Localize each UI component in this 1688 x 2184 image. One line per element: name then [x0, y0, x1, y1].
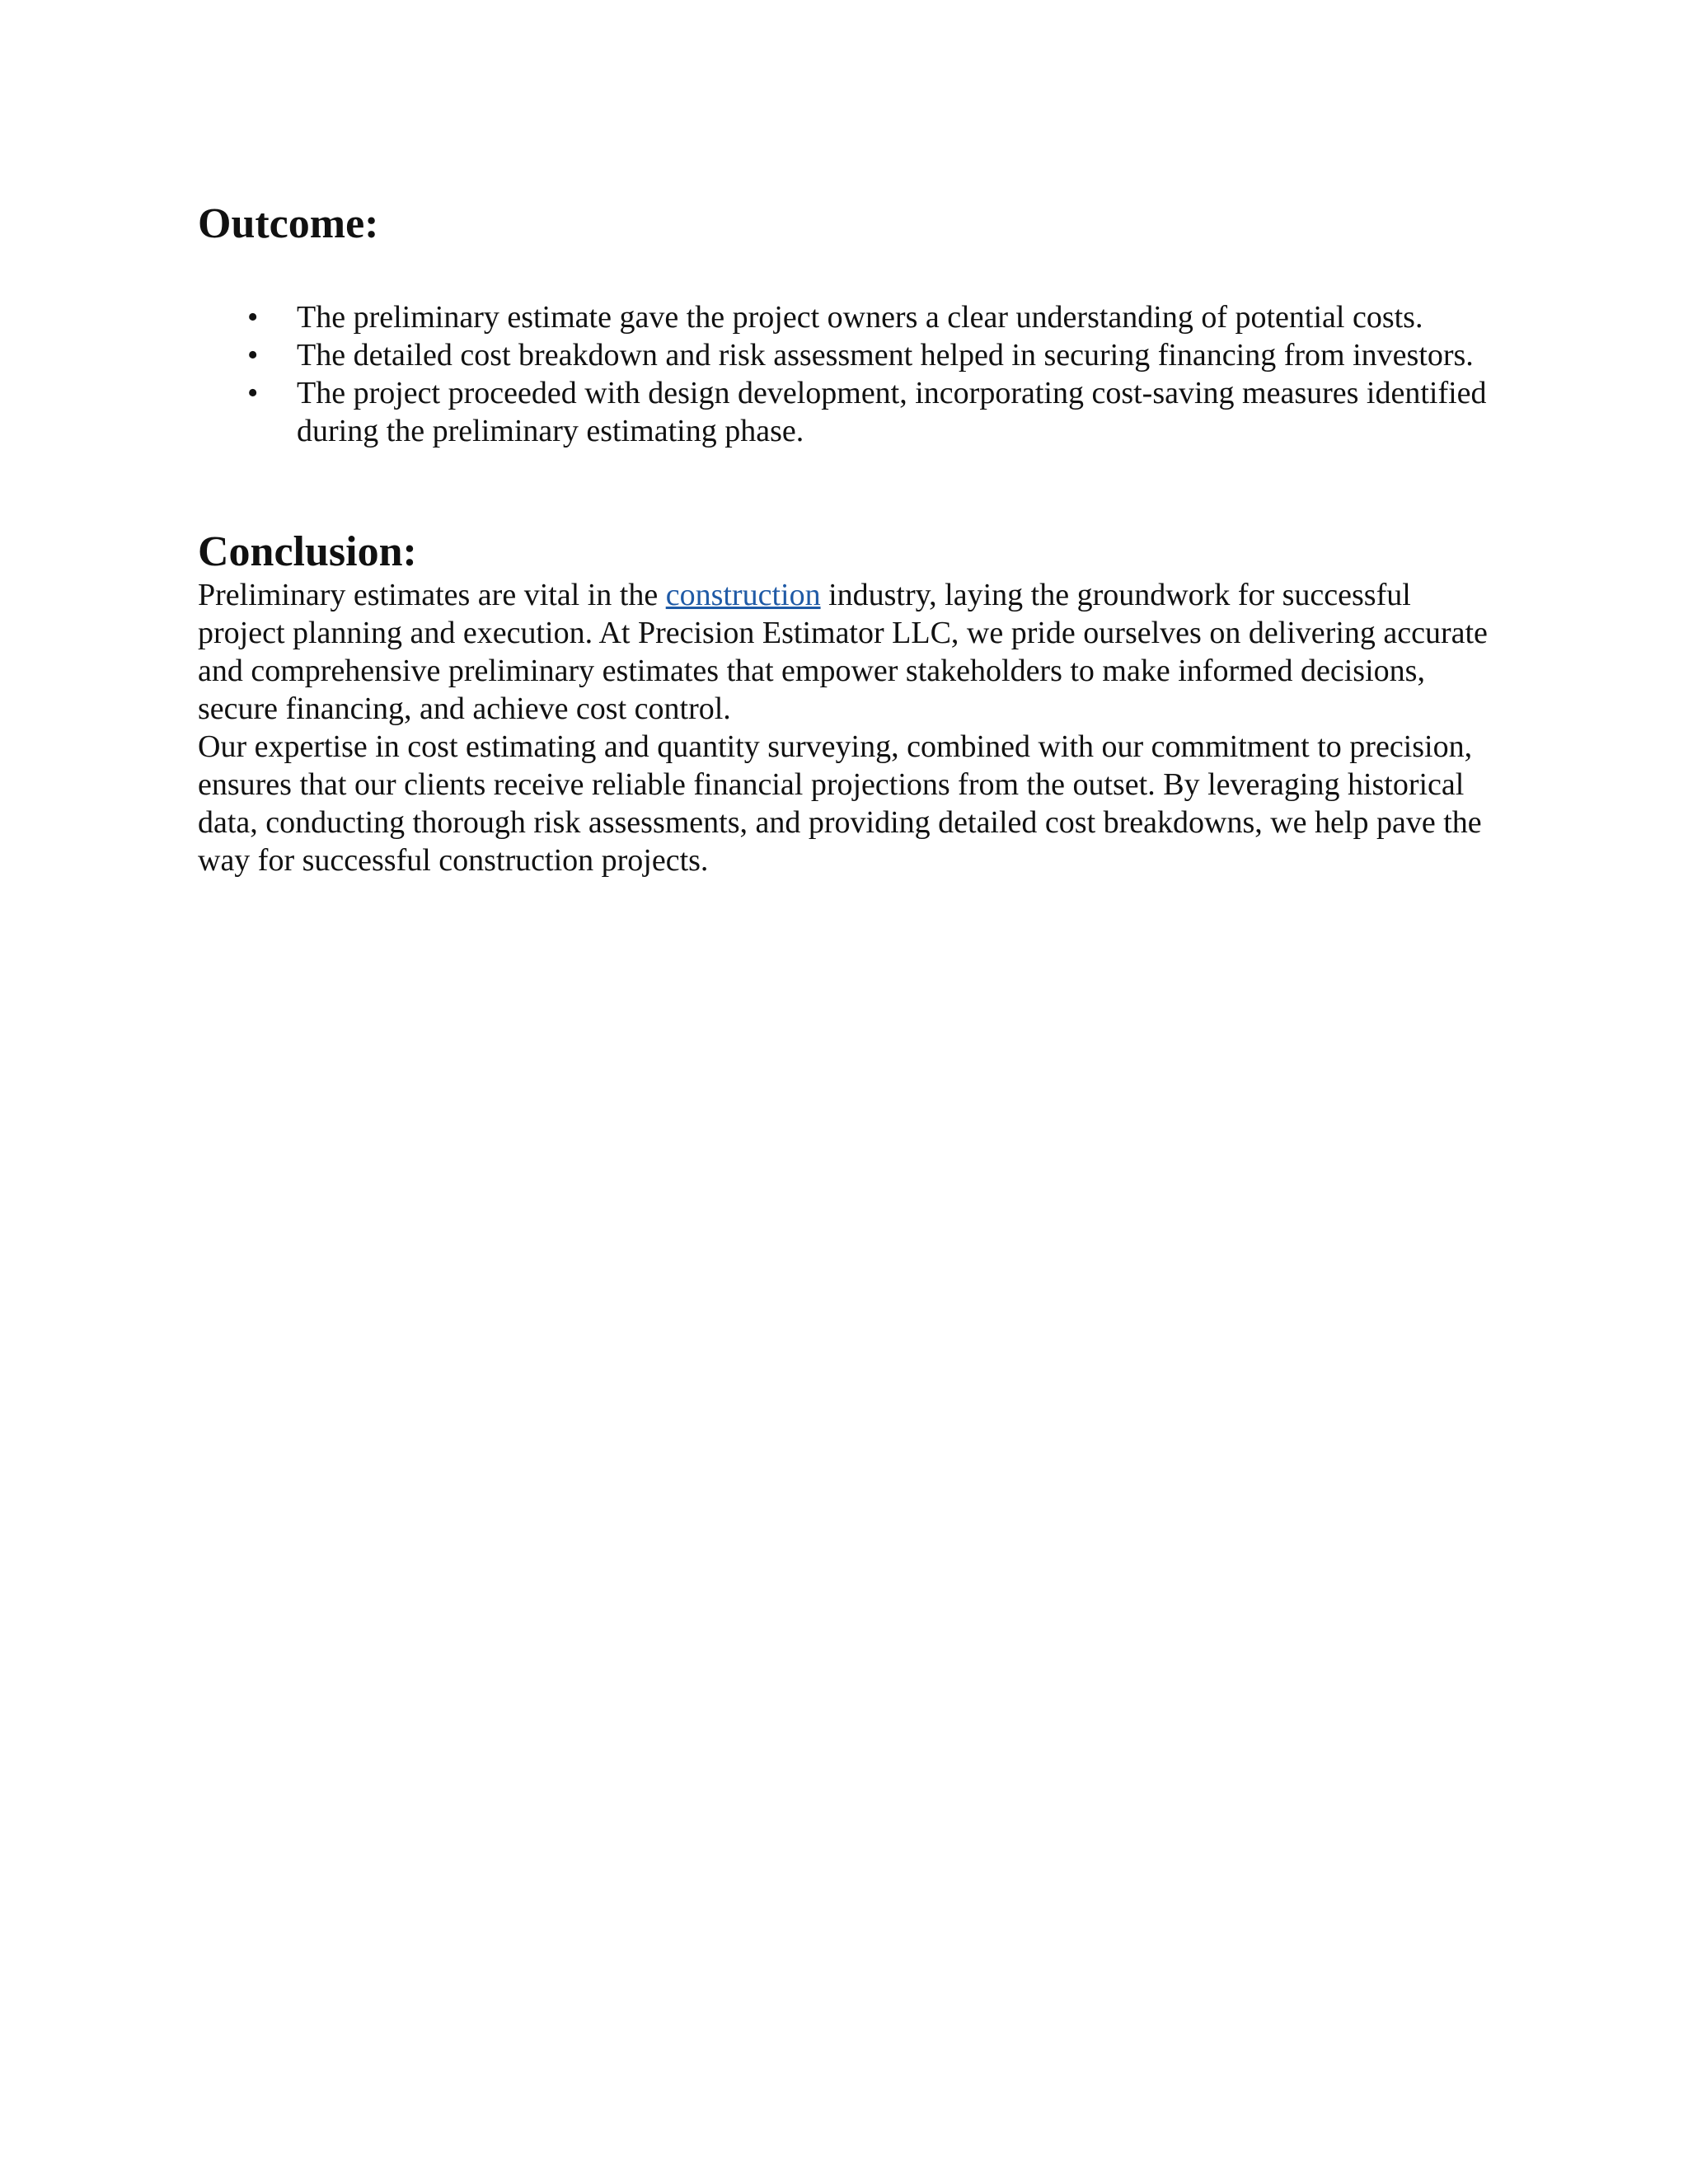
list-item — [198, 298, 1500, 336]
bullet-icon: • — [247, 338, 259, 373]
conclusion-body — [198, 576, 1500, 879]
outcome-heading: Outcome: — [198, 200, 379, 247]
bullet-icon: • — [247, 376, 259, 410]
construction-link[interactable]: construction — [665, 578, 821, 612]
outcome-bullet-list — [198, 298, 1500, 450]
conclusion-paragraph-2: Our expertise in cost estimating and quantity surveying, combined with our commitment to precision, ensures that our clients receive reliable financial projections from the outset. By leveraging historical data, conducting thorough risk assessments, and providing detailed cost breakdowns, we help pave the way for successful construction projects. — [198, 729, 1482, 878]
bullet-icon: • — [247, 300, 259, 335]
conclusion-heading: Conclusion: — [198, 528, 417, 575]
paragraph-text: industry, laying the groundwork for successful project planning and execution. At Precision Estimator LLC, we pride ourselves on delivering accurate and comprehensive preliminary estimates that empower stakeholders to make informed decisions, secure financing, and achieve cost control. — [198, 578, 1488, 726]
list-item-text: The project proceeded with design development, incorporating cost-saving measures identified during the preliminary estimating phase. — [297, 376, 1487, 448]
paragraph-text: Preliminary estimates are vital in the — [198, 578, 666, 612]
conclusion-paragraph-1 — [198, 576, 1500, 728]
list-item — [198, 336, 1500, 374]
list-item-text: The preliminary estimate gave the project owners a clear understanding of potential costs. — [297, 300, 1423, 335]
list-item-text: The detailed cost breakdown and risk assessment helped in securing financing from investors. — [297, 338, 1474, 373]
list-item — [198, 374, 1500, 450]
